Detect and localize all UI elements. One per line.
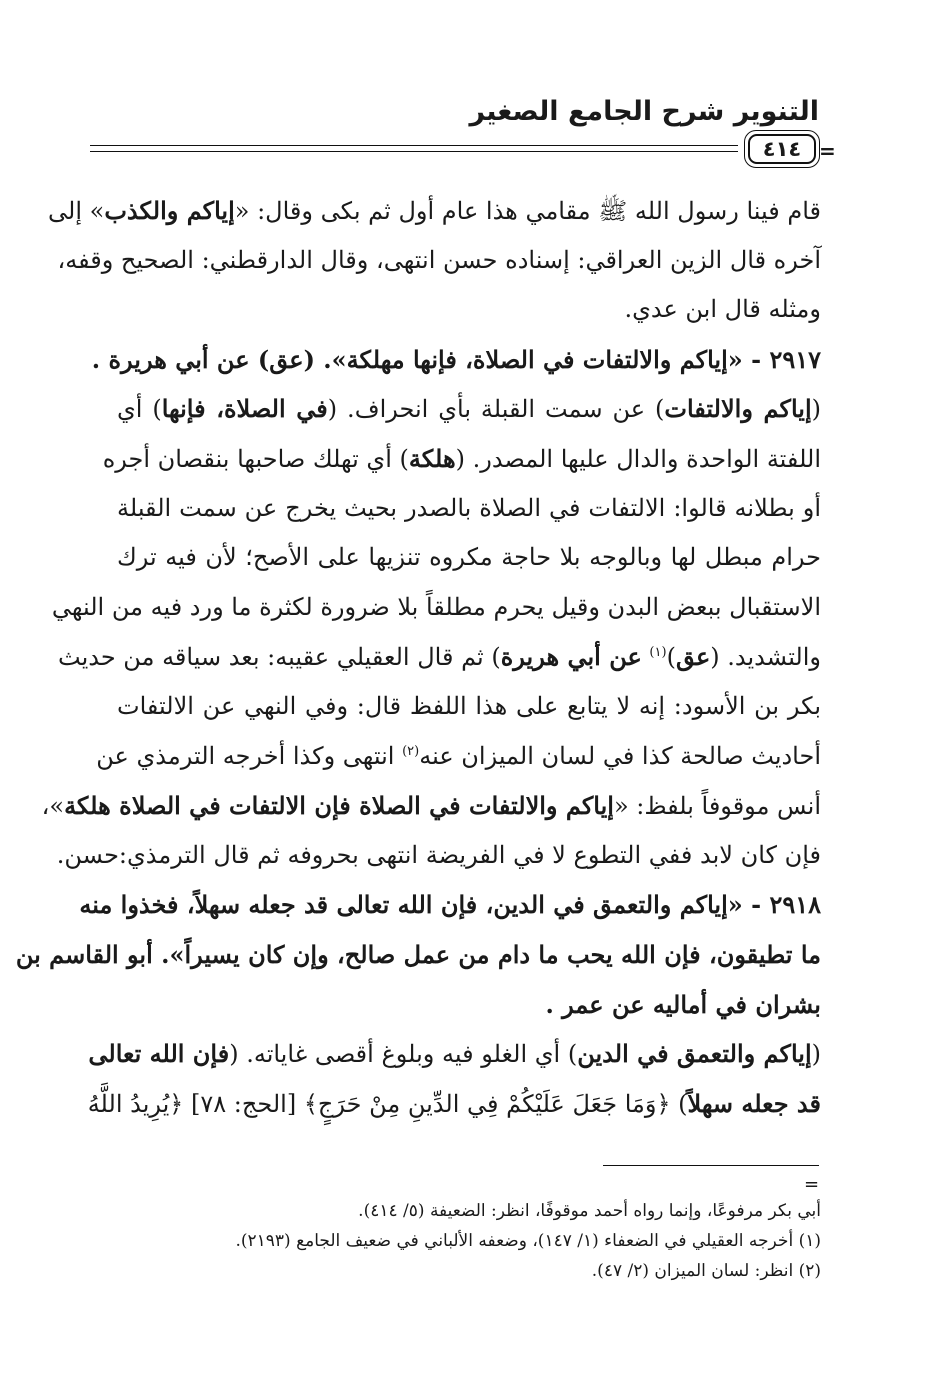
footnote-ref: (١) xyxy=(649,645,667,661)
text-line xyxy=(51,583,821,633)
text-run: ) أي xyxy=(117,395,162,424)
bold-term: إياكم والكذب xyxy=(104,196,235,225)
text-run: ) ﴿وَمَا جَعَلَ عَلَيْكُمْ فِي الدِّينِ مِنْ حَرَجٍ﴾ [الحج: ٧٨] ﴿يُرِيدُ اللَّهُ xyxy=(87,1089,688,1118)
footnote-line: (١) أخرجه العقيلي في الضعفاء (١/ ١٤٧)، وضعفه الألباني في ضعيف الجامع (٢١٩٣). xyxy=(235,1231,821,1251)
header-continuation-mark: = xyxy=(819,139,836,163)
text-run: »، xyxy=(41,792,65,821)
text-line xyxy=(117,285,821,335)
text-line xyxy=(102,434,821,484)
footnote-continuation-mark: = xyxy=(804,1174,820,1195)
bold-term: إياكم والالتفات في الصلاة فإن الالتفات في الصلاة هلكة xyxy=(64,791,614,821)
text-line xyxy=(56,831,821,881)
text-line xyxy=(117,533,821,583)
text-run: والتشديد. ( xyxy=(710,643,821,672)
text-run: ) أي تهلك صاحبها بنقصان أجره xyxy=(102,444,409,473)
footnote-ref: (٢) xyxy=(402,743,420,759)
text-line xyxy=(41,781,821,831)
bold-term: عن أبي هريرة xyxy=(500,642,642,672)
bold-term: فإن الله تعالى xyxy=(88,1039,230,1069)
hadith-entry-line xyxy=(15,930,821,980)
bold-term: في الصلاة، فإنها xyxy=(161,394,328,424)
hadith-entry-line xyxy=(91,335,821,385)
text-run: أو بطلانه قالوا: الالتفات في الصلاة بالصدر بحيث يخرج عن سمت القبلة xyxy=(117,493,821,522)
text-run: ) xyxy=(666,643,676,672)
header-rule-top xyxy=(90,145,738,146)
text-run: ما تطيقون، فإن الله يحب ما دام من عمل صالح، وإن كان يسيراً». أبو القاسم بن xyxy=(15,939,821,969)
text-run: آخره قال الزين العراقي: إسناده حسن انتهى، وقال الدارقطني: الصحيح وقفه، xyxy=(57,245,821,274)
text-run: فإن كان لابد ففي التطوع لا في الفريضة انتهى بحروفه ثم قال الترمذي:حسن. xyxy=(56,840,821,869)
text-run: ) عن سمت القبلة بأي انحراف. ( xyxy=(327,395,665,424)
text-line xyxy=(48,186,821,236)
text-run: ٢٩١٧ - «إياكم والالتفات في الصلاة، فإنها مهلكة». (عق) عن أبي هريرة . xyxy=(91,344,821,374)
text-line xyxy=(88,1029,821,1079)
footnote-separator xyxy=(603,1165,819,1166)
text-run: ٢٩١٨ - «إياكم والتعمق في الدين، فإن الله تعالى قد جعله سهلاً، فخذوا منه xyxy=(79,890,821,920)
body-text xyxy=(15,186,821,1128)
bold-term: عق xyxy=(675,642,711,672)
text-run: قام فينا رسول الله ﷺ مقامي هذا عام أول ثم بكى وقال: « xyxy=(234,197,821,225)
text-run: ) أي الغلو فيه وبلوغ أقصى غاياته. ( xyxy=(229,1040,578,1069)
text-run: بكر بن الأسود: إنه لا يتابع على هذا اللفظ قال: وفي النهي عن الالتفات xyxy=(117,691,821,720)
text-run: اللفتة الواحدة والدال عليها المصدر. ( xyxy=(455,444,821,473)
text-line xyxy=(117,682,821,732)
text-line xyxy=(117,384,821,434)
text-run: حرام مبطل لها وبالوجه بلا حاجة مكروه تنزيها على الأصح؛ لأن فيه ترك xyxy=(117,543,821,572)
running-header-title: التنوير شرح الجامع الصغير xyxy=(469,96,819,127)
text-run: ومثله قال ابن عدي. xyxy=(624,295,821,324)
text-line xyxy=(57,236,821,286)
bold-term: إياكم والالتفات xyxy=(664,394,812,424)
text-run: ) ثم قال العقيلي عقيبه: بعد سياقه من حديث xyxy=(58,643,501,672)
footnotes xyxy=(117,1196,821,1286)
text-run: الاستقبال ببعض البدن وقيل يحرم مطلقاً بلا ضرورة لكثرة ما ورد فيه من النهي xyxy=(51,592,821,621)
text-run: ( xyxy=(811,1040,821,1069)
text-line xyxy=(58,632,821,682)
footnote-line: (٢) انظر: لسان الميزان (٢/ ٤٧). xyxy=(591,1261,821,1281)
text-run: ( xyxy=(811,395,821,424)
text-run: بشران في أماليه عن عمر . xyxy=(545,989,821,1019)
text-run: انتهى وكذا أخرجه الترمذي عن xyxy=(96,741,403,770)
page-number: ٤١٤ xyxy=(748,134,816,164)
bold-term: هلكة xyxy=(408,443,456,473)
text-run: » إلى xyxy=(48,197,105,225)
header-rule-bottom xyxy=(90,151,738,152)
hadith-entry-line xyxy=(79,880,821,930)
text-line xyxy=(87,1079,821,1129)
text-line xyxy=(96,732,821,782)
bold-term: إياكم والتعمق في الدين xyxy=(577,1039,812,1069)
text-run: أنس موقوفاً بلفظ: « xyxy=(613,792,821,821)
bold-term: قد جعله سهلاً xyxy=(687,1088,821,1118)
text-line xyxy=(117,484,821,534)
footnote-line: أبي بكر مرفوعًا، وإنما رواه أحمد موقوفًا، انظر: الضعيفة (٥/ ٤١٤). xyxy=(358,1201,821,1221)
hadith-entry-line xyxy=(117,980,821,1030)
text-run: أحاديث صالحة كذا في لسان الميزان عنه xyxy=(419,741,821,770)
